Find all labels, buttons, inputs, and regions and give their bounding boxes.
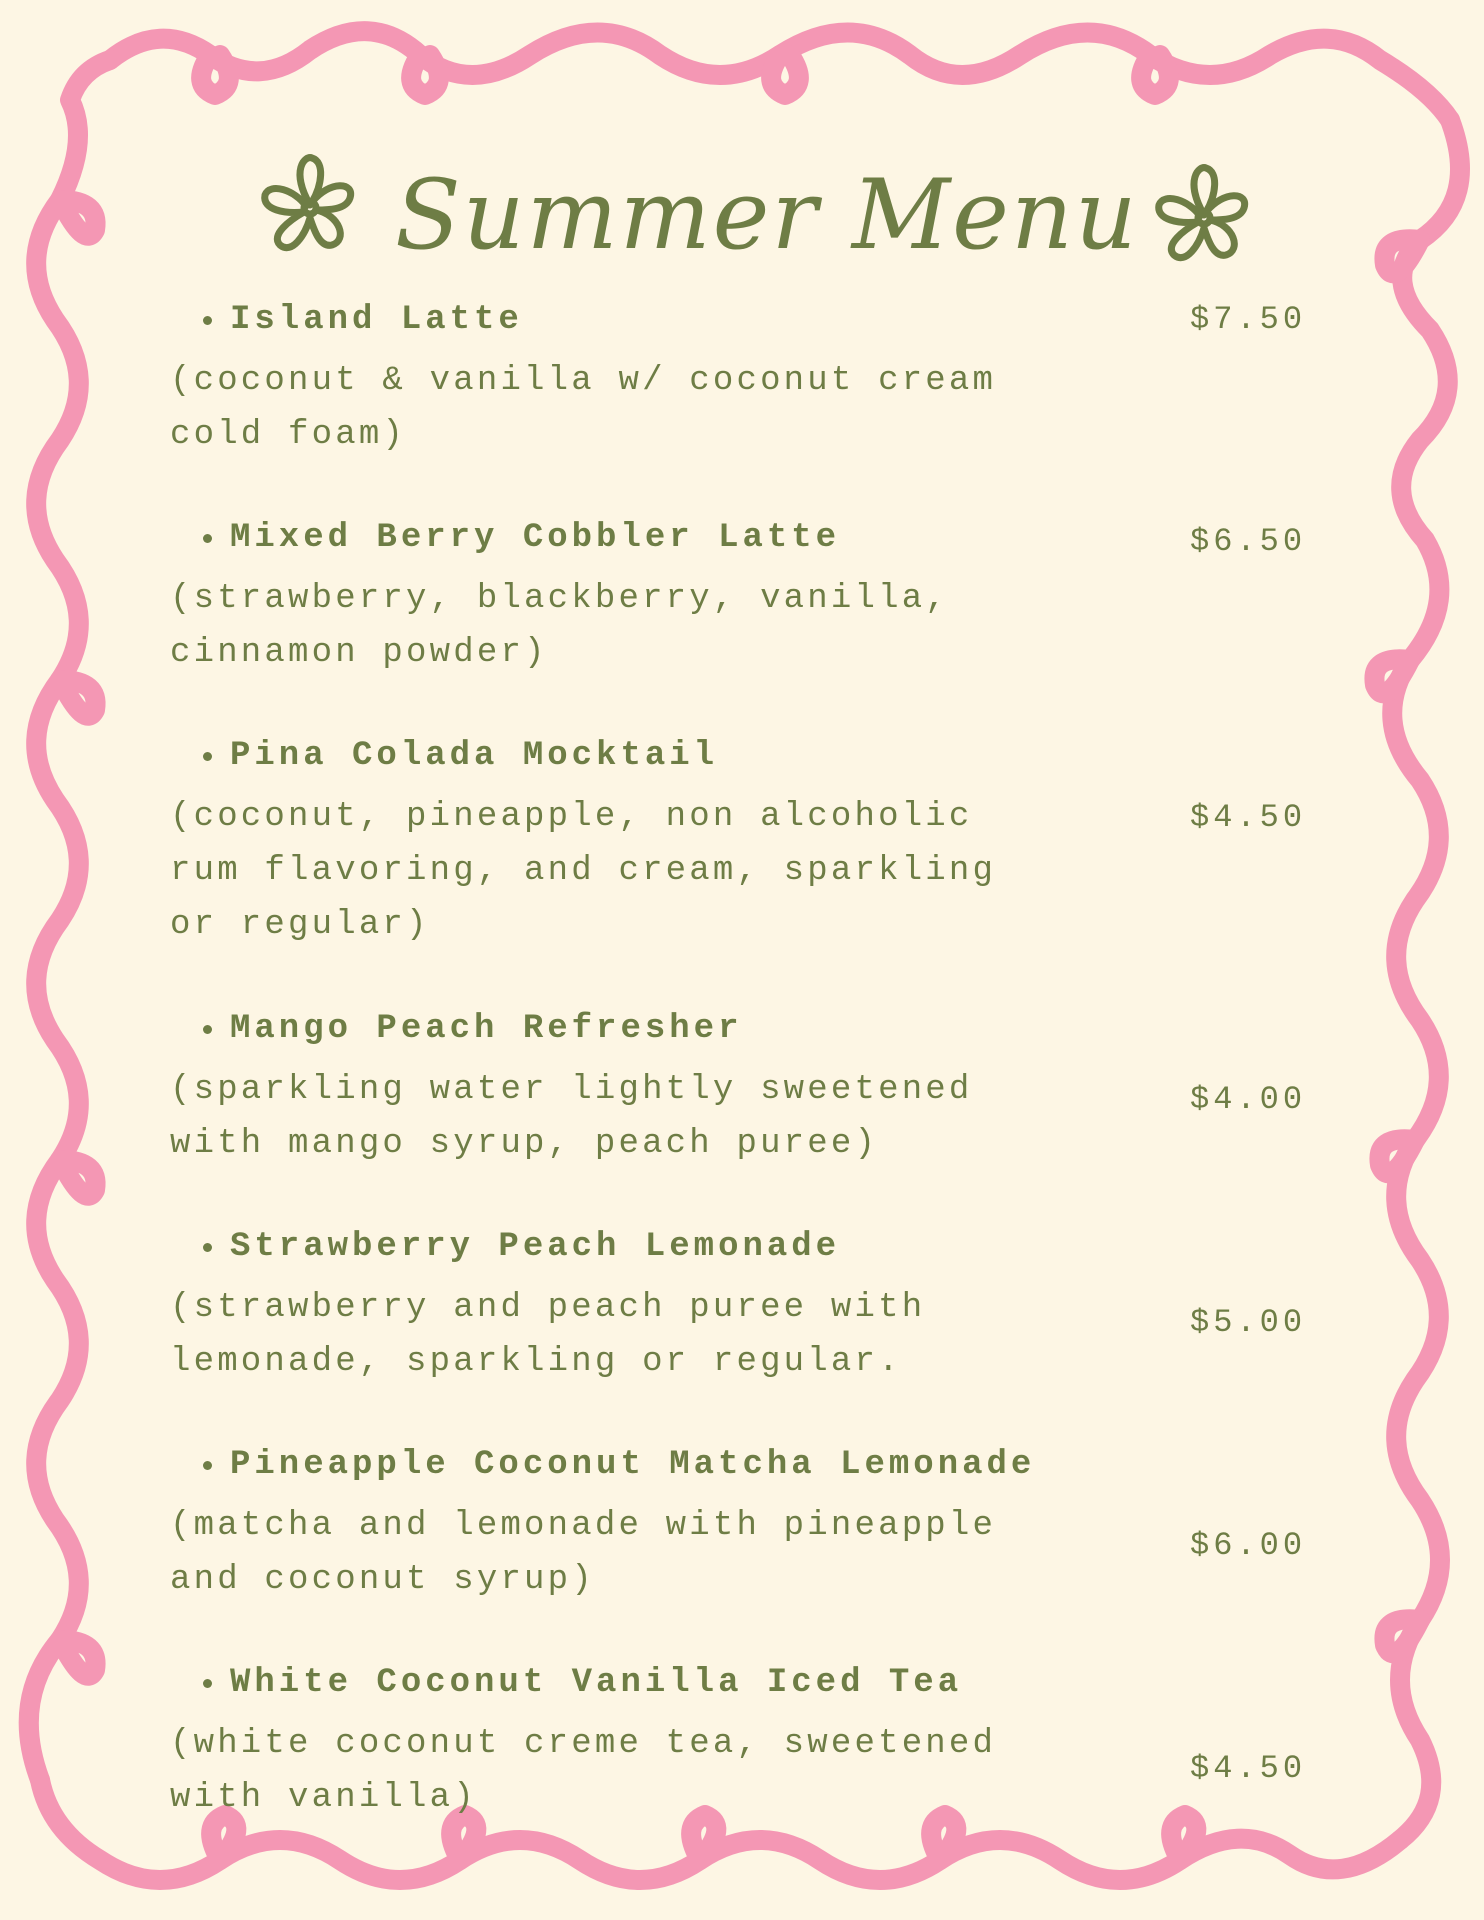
item-price: $5.00 bbox=[1190, 1304, 1307, 1341]
bullet-icon bbox=[203, 752, 212, 761]
menu-item bbox=[170, 518, 1320, 680]
menu-header bbox=[0, 150, 1484, 290]
item-price: $6.00 bbox=[1190, 1527, 1307, 1564]
item-description: (white coconut creme tea, sweetened with vanilla) bbox=[170, 1725, 997, 1817]
item-price: $4.50 bbox=[1190, 1750, 1307, 1787]
item-description: (strawberry and peach puree with lemonade, sparkling or regular. bbox=[170, 1289, 926, 1381]
flower-icon bbox=[250, 150, 370, 270]
item-description: (sparkling water lightly sweetened with mango syrup, peach puree) bbox=[170, 1071, 973, 1163]
item-name: Pina Colada Mocktail bbox=[230, 737, 719, 775]
menu-item bbox=[170, 1009, 1320, 1171]
bullet-icon bbox=[203, 534, 212, 543]
flower-icon bbox=[1144, 160, 1264, 280]
item-price: $6.50 bbox=[1190, 523, 1307, 560]
item-name: Mango Peach Refresher bbox=[230, 1010, 743, 1048]
item-description: (coconut & vanilla w/ coconut cream cold foam) bbox=[170, 362, 997, 454]
item-description: (matcha and lemonade with pineapple and coconut syrup) bbox=[170, 1507, 997, 1599]
item-name: Mixed Berry Cobbler Latte bbox=[230, 519, 841, 557]
menu-item bbox=[170, 1227, 1320, 1389]
bullet-icon bbox=[203, 316, 212, 325]
item-name: Island Latte bbox=[230, 301, 523, 339]
item-price: $4.00 bbox=[1190, 1081, 1307, 1118]
item-price: $7.50 bbox=[1190, 301, 1307, 338]
menu-item bbox=[170, 1663, 1320, 1825]
bullet-icon bbox=[203, 1679, 212, 1688]
bullet-icon bbox=[203, 1243, 212, 1252]
menu-item bbox=[170, 300, 1320, 462]
bullet-icon bbox=[203, 1025, 212, 1034]
item-description: (strawberry, blackberry, vanilla, cinnamon powder) bbox=[170, 580, 949, 672]
item-description: (coconut, pineapple, non alcoholic rum flavoring, and cream, sparkling or regular) bbox=[170, 798, 997, 944]
item-name: Pineapple Coconut Matcha Lemonade bbox=[230, 1446, 1036, 1484]
menu-item bbox=[170, 736, 1320, 952]
item-price: $4.50 bbox=[1190, 799, 1307, 836]
menu-title: Summer Menu bbox=[395, 159, 1139, 271]
bullet-icon bbox=[203, 1461, 212, 1470]
item-name: White Coconut Vanilla Iced Tea bbox=[230, 1664, 963, 1702]
menu-item bbox=[170, 1445, 1320, 1607]
item-name: Strawberry Peach Lemonade bbox=[230, 1228, 841, 1266]
